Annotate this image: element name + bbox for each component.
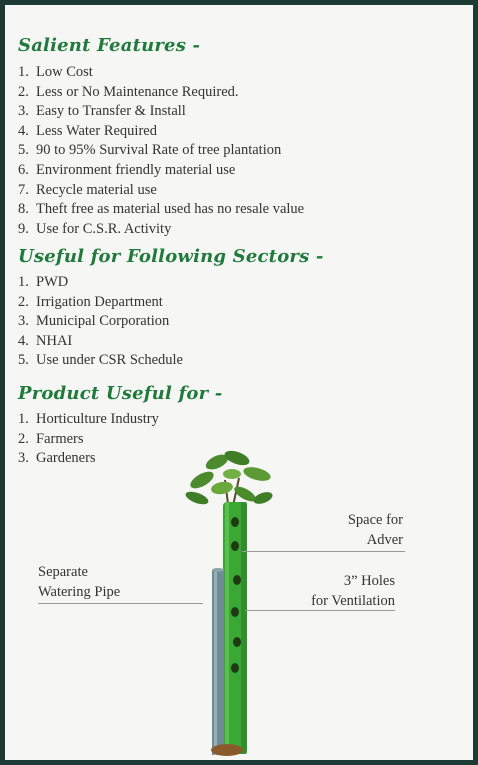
salient-features-list bbox=[18, 63, 304, 239]
list-item: 4. NHAI bbox=[18, 332, 73, 349]
sectors-list bbox=[18, 273, 183, 371]
list-item: 2. Irrigation Department bbox=[18, 293, 163, 310]
holes-leader-line bbox=[245, 610, 395, 611]
salient-features-heading: Salient Features - bbox=[18, 35, 201, 56]
list-item: 2. Less or No Maintenance Required. bbox=[18, 83, 239, 100]
list-item: 2. Farmers bbox=[18, 430, 84, 447]
brochure-page bbox=[5, 5, 473, 760]
list-item: 3. Municipal Corporation bbox=[18, 313, 170, 330]
list-item: 1. PWD bbox=[18, 274, 69, 290]
list-item: 6. Environment friendly material use bbox=[18, 161, 236, 178]
sectors-heading: Useful for Following Sectors - bbox=[18, 246, 324, 267]
space-leader-line bbox=[242, 551, 405, 552]
list-item: 7. Recycle material use bbox=[18, 181, 157, 198]
list-item: 1. Low Cost bbox=[18, 64, 93, 80]
product-useful-list bbox=[18, 410, 159, 469]
space-for-advert-label: Space for Adver bbox=[347, 512, 403, 548]
list-item: 9. Use for C.S.R. Activity bbox=[18, 220, 172, 237]
product-useful-heading: Product Useful for - bbox=[18, 383, 223, 404]
list-item: 3. Easy to Transfer & Install bbox=[18, 103, 186, 120]
list-item: 5. Use under CSR Schedule bbox=[18, 352, 183, 369]
list-item: 1. Horticulture Industry bbox=[18, 411, 159, 427]
list-item: 5. 90 to 95% Survival Rate of tree plantation bbox=[18, 142, 282, 159]
watering-pipe-label: Separate Watering Pipe bbox=[38, 564, 121, 600]
list-item: 8. Theft free as material used has no resale value bbox=[18, 201, 305, 218]
list-item: 4. Less Water Required bbox=[18, 122, 157, 139]
list-item: 3. Gardeners bbox=[18, 450, 96, 467]
ventilation-holes-label: 3” Holes for Ventilation bbox=[311, 573, 395, 609]
